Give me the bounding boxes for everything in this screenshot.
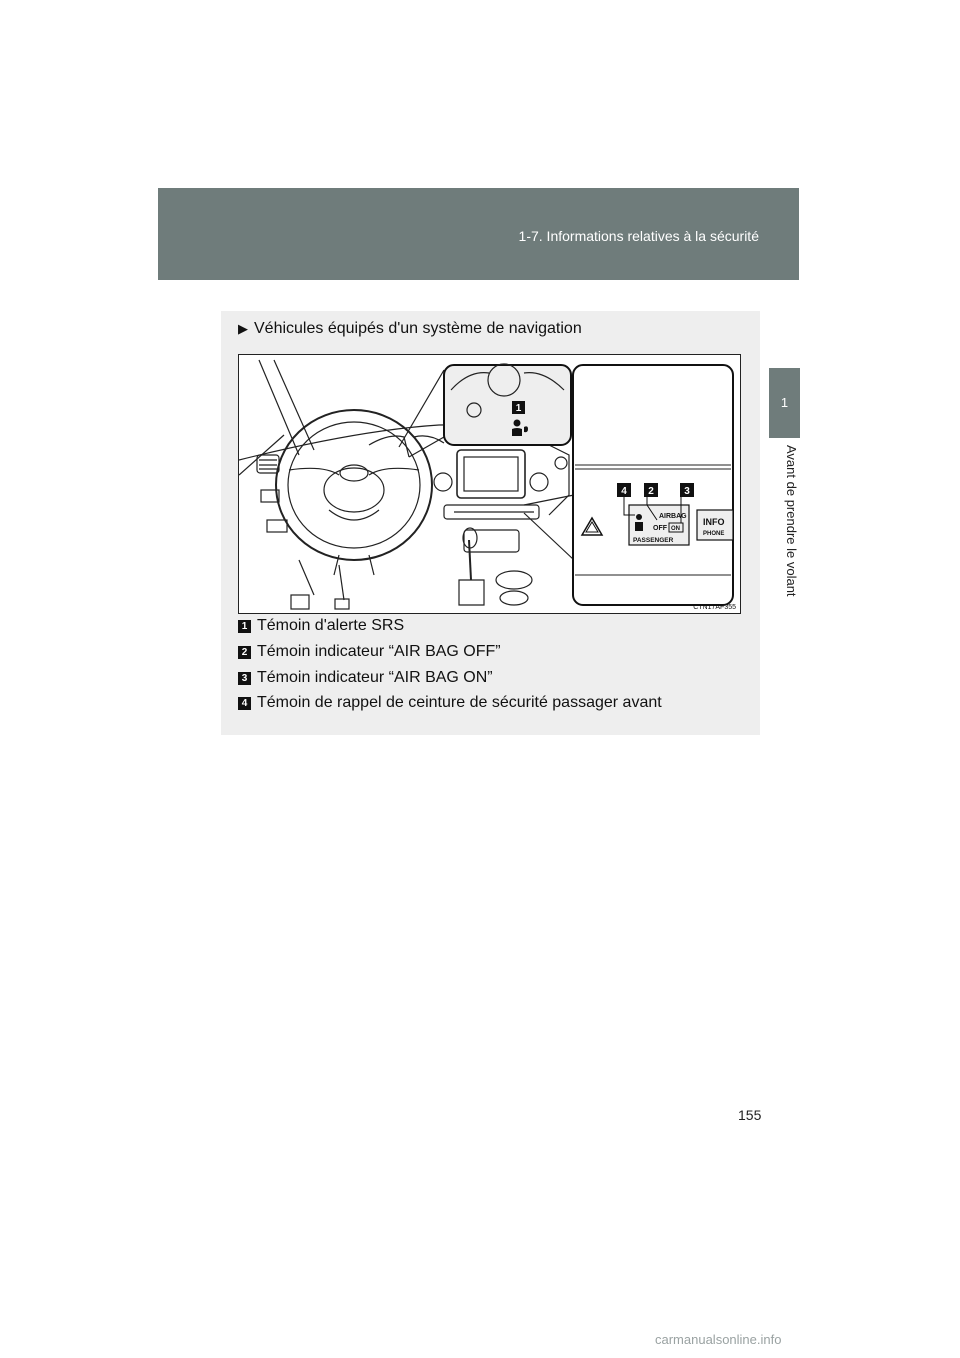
info-label: INFO xyxy=(703,517,725,527)
legend-item-3 xyxy=(238,669,493,687)
section-header xyxy=(158,188,799,280)
legend-text: Témoin d'alerte SRS xyxy=(257,617,405,634)
callout-3: 3 xyxy=(684,486,690,497)
page-number: 155 xyxy=(738,1107,762,1123)
chapter-label: Avant de prendre le volant xyxy=(784,445,799,597)
legend-text: Témoin indicateur “AIR BAG OFF” xyxy=(257,643,501,660)
figure-code: CTN17AF355 xyxy=(693,604,736,611)
legend-item-1 xyxy=(238,617,404,635)
panel-heading xyxy=(238,320,582,338)
legend-number-badge: 2 xyxy=(238,646,251,659)
dashboard-illustration xyxy=(238,354,741,614)
triangle-right-icon: ▶ xyxy=(238,321,248,336)
legend-item-2 xyxy=(238,643,501,661)
passenger-label: PASSENGER xyxy=(633,537,674,544)
legend-text: Témoin indicateur “AIR BAG ON” xyxy=(257,669,493,686)
phone-label: PHONE xyxy=(703,531,725,537)
legend-number-badge: 4 xyxy=(238,697,251,710)
legend-number-badge: 1 xyxy=(238,620,251,633)
legend-text: Témoin de rappel de ceinture de sécurité passager avant xyxy=(257,694,662,711)
seatbelt-reminder-icon xyxy=(635,514,643,531)
watermark: carmanualsonline.info xyxy=(655,1332,782,1347)
section-title: 1-7. Informations relatives à la sécurité xyxy=(518,228,759,244)
airbag-label: AIRBAG xyxy=(659,513,687,520)
panel-heading-text: Véhicules équipés d'un système de navigation xyxy=(254,320,582,337)
callout-1: 1 xyxy=(515,403,522,414)
off-label: OFF xyxy=(653,525,667,532)
chapter-tab: 1 xyxy=(769,368,800,438)
legend-item-4 xyxy=(238,694,662,712)
callout-2: 2 xyxy=(648,486,654,497)
callout-4: 4 xyxy=(621,486,627,497)
on-label: ON xyxy=(671,526,680,532)
legend-number-badge: 3 xyxy=(238,672,251,685)
